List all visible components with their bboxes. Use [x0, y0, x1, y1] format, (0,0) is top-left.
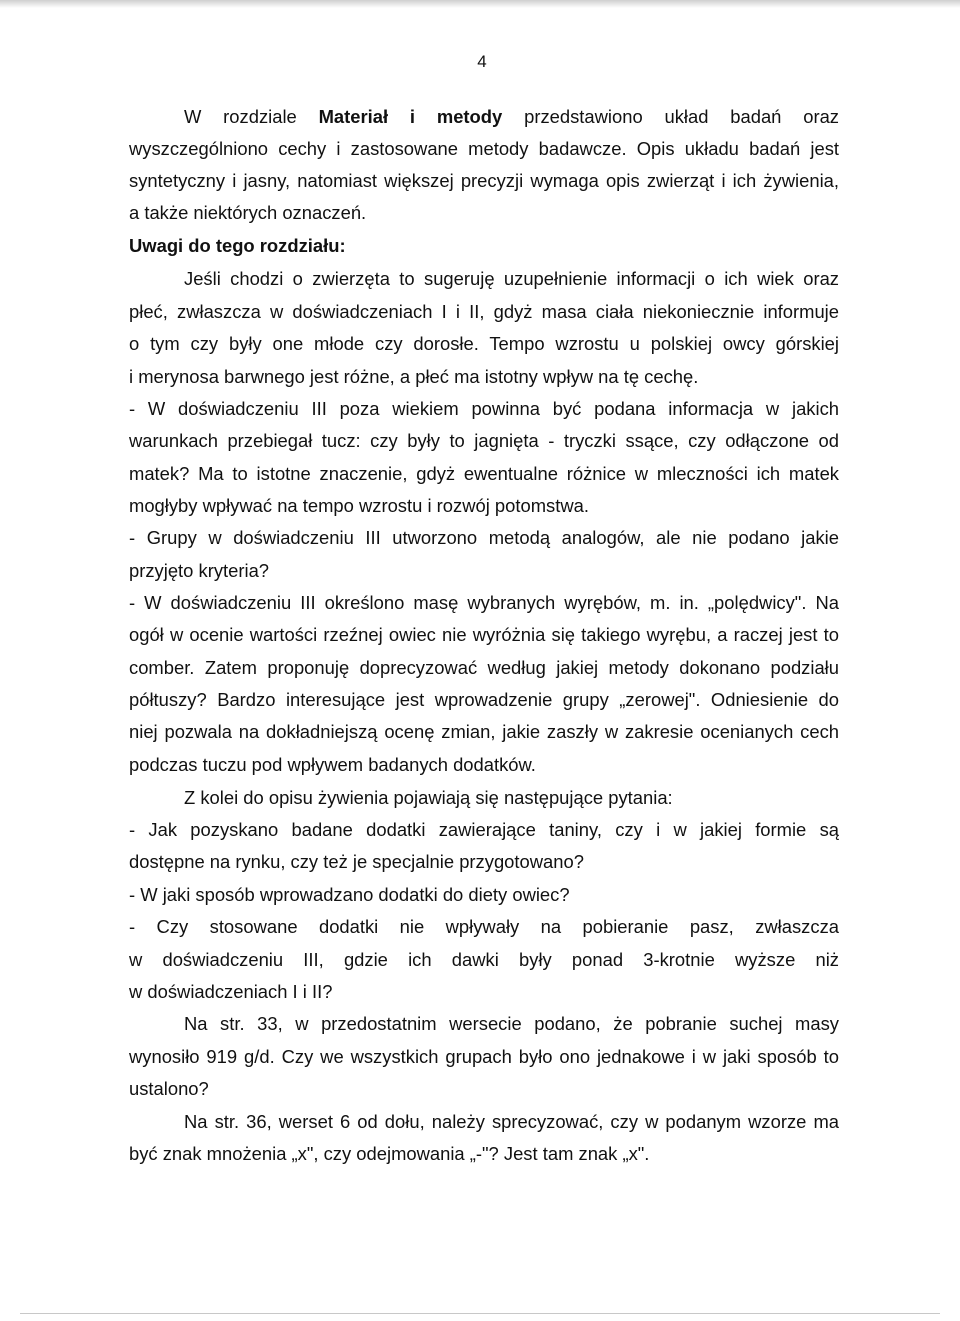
intro-line-1 — [184, 105, 839, 129]
paragraph-line: w doświadczeniu III, gdzie ich dawki były ponad 3-krotnie wyższe niż — [129, 949, 839, 970]
paragraph-line: wyszczególniono cechy i zastosowane metody badawcze. Opis układu badań jest — [129, 138, 839, 159]
bullet-line: - W doświadczeniu III poza wiekiem powinna być podana informacja w jakich — [129, 398, 839, 419]
intro-text-start: W rozdziale — [184, 106, 297, 127]
paragraph-line: płeć, zwłaszcza w doświadczeniach I i II, gdyż masa ciała niekoniecznie informuje — [129, 301, 839, 322]
paragraph-line: ogół w ocenie wartości rzeźnej owiec nie wyróżnia się takiego wyrębu, a raczej jest to — [129, 624, 839, 645]
scan-edge-shadow — [0, 0, 960, 8]
paragraph-line: syntetyczny i jasny, natomiast większej precyzji wymaga opis zwierząt i ich żywienia, — [129, 170, 839, 191]
section-title-reference: Materiał i metody — [318, 106, 503, 127]
paragraph-line: matek? Ma to istotne znaczenie, gdyż ewentualne różnice w mleczności ich matek — [129, 463, 839, 484]
bullet-line: - Grupy w doświadczeniu III utworzono metodą analogów, ale nie podano jakie — [129, 527, 839, 548]
scan-bottom-edge — [20, 1313, 940, 1314]
paragraph-line: a także niektórych oznaczeń. — [129, 202, 367, 223]
paragraph-line: Na str. 33, w przedostatnim wersecie podano, że pobranie suchej masy — [184, 1013, 839, 1034]
paragraph-line: przyjęto kryteria? — [129, 560, 270, 581]
paragraph-line: wynosiło 919 g/d. Czy we wszystkich grupach było ono jednakowe i w jaki sposób to — [129, 1046, 839, 1067]
paragraph-line: i merynosa barwnego jest różne, a płeć ma istotny wpływ na tę cechę. — [129, 366, 699, 387]
paragraph-line: ustalono? — [129, 1078, 209, 1099]
bullet-line: - Czy stosowane dodatki nie wpływały na pobieranie pasz, zwłaszcza — [129, 916, 839, 937]
paragraph-line: dostępne na rynku, czy też je specjalnie przygotowano? — [129, 851, 584, 872]
paragraph-line: comber. Zatem proponuję doprecyzować według jakiej metody dokonano podziału — [129, 657, 839, 678]
remarks-heading: Uwagi do tego rozdziału: — [129, 235, 346, 256]
paragraph-line: w doświadczeniach I i II? — [129, 981, 333, 1002]
paragraph-line: Z kolei do opisu żywienia pojawiają się następujące pytania: — [184, 787, 673, 808]
paragraph-line: być znak mnożenia „x", czy odejmowania „-"? Jest tam znak „x". — [129, 1143, 650, 1164]
page-number: 4 — [477, 52, 487, 71]
paragraph-line: o tym czy były one młode czy dorosłe. Tempo wzrostu u polskiej owcy górskiej — [129, 333, 839, 354]
bullet-line: - W jaki sposób wprowadzano dodatki do diety owiec? — [129, 884, 570, 905]
bullet-line: - Jak pozyskano badane dodatki zawierające taniny, czy i w jakiej formie są — [129, 819, 839, 840]
intro-text-end: przedstawiono układ badań oraz — [524, 106, 840, 127]
bullet-line: - W doświadczeniu III określono masę wybranych wyrębów, m. in. „polędwicy". Na — [129, 592, 839, 613]
paragraph-line: warunkach przebiegał tucz: czy były to jagnięta - tryczki ssące, czy odłączone od — [129, 430, 839, 451]
paragraph-line: Na str. 36, werset 6 od dołu, należy sprecyzować, czy w podanym wzorze ma — [184, 1111, 839, 1132]
paragraph-line: Jeśli chodzi o zwierzęta to sugeruję uzupełnienie informacji o ich wiek oraz — [184, 268, 839, 289]
paragraph-line: półtuszy? Bardzo interesujące jest wprowadzenie grupy „zerowej". Odniesienie do — [129, 689, 839, 710]
paragraph-line: mogłyby wpływać na tempo wzrostu i rozwój potomstwa. — [129, 495, 589, 516]
paragraph-line: niej pozwala na dokładniejszą ocenę zmian, jakie zaszły w zakresie ocenianych cech — [129, 721, 839, 742]
paragraph-line: podczas tuczu pod wpływem badanych dodatków. — [129, 754, 536, 775]
